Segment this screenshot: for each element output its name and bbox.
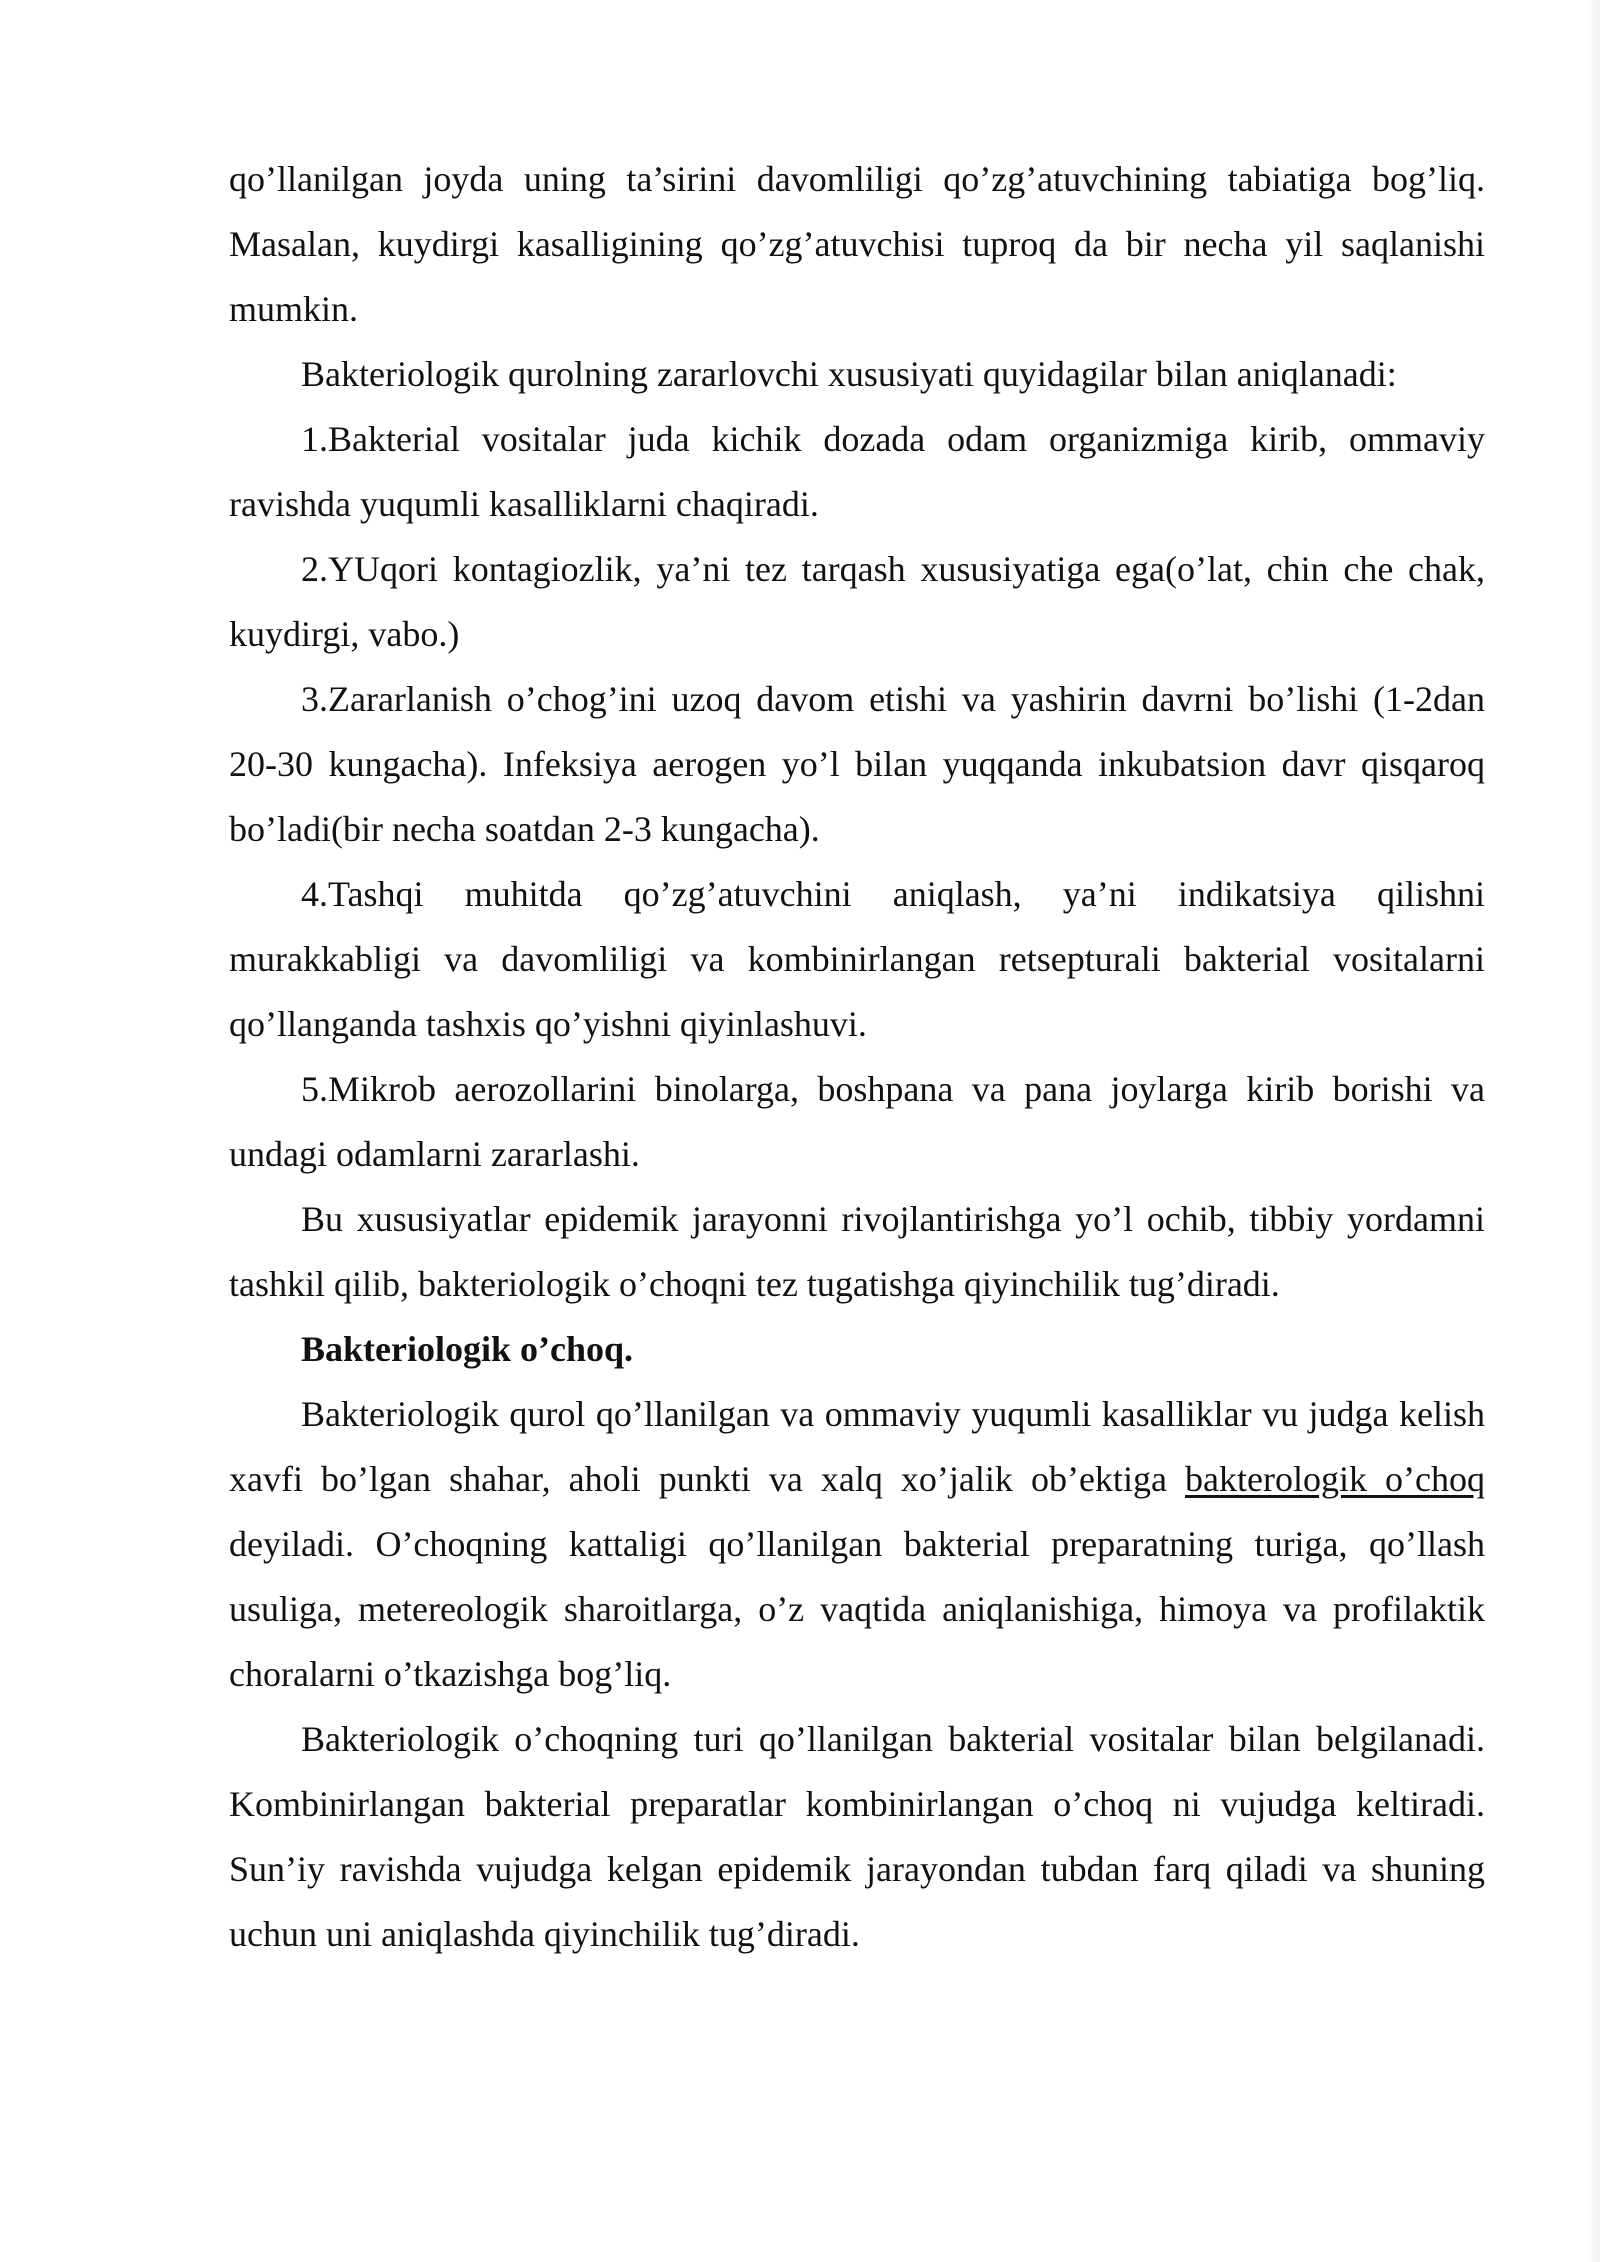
document-body	[229, 147, 1485, 1967]
underlined-term: bakterologik o’choq	[1185, 1459, 1485, 1499]
paragraph-intro: qo’llanilgan joyda uning ta’sirini davomliligi qo’zg’atuvchining tabiatiga bog’liq. Masalan, kuydirgi kasalligining qo’zg’atuvchisi tuproq da bir necha yil saqlanishi mumkin.	[229, 159, 1485, 329]
definition-text-after: deyiladi. O’choqning kattaligi qo’llanilgan bakterial preparatning turiga, qo’llash usuliga, metereologik sharoitlarga, o’z vaqtida aniqlanishiga, himoya va profilaktik choralarni o’tkazishga bog’liq.	[229, 1524, 1485, 1694]
list-item-5: 5.Mikrob aerozollarini binolarga, boshpana va pana joylarga kirib borishi va undagi odamlarni zararlashi.	[229, 1069, 1485, 1174]
page-edge-shadow	[1586, 0, 1600, 2262]
list-item-3: 3.Zararlanish o’chog’ini uzoq davom etishi va yashirin davrni bo’lishi (1-2dan 20-30 kungacha). Infeksiya aerogen yo’l bilan yuqqanda inkubatsion davr qisqaroq bo’ladi(bir necha soatdan 2-3 kungacha).	[229, 679, 1485, 849]
list-item-1: 1.Bakterial vositalar juda kichik dozada odam organizmiga kirib, ommaviy ravishda yuqumli kasalliklarni chaqiradi.	[229, 419, 1485, 524]
list-item-2: 2.YUqori kontagiozlik, ya’ni tez tarqash xususiyatiga ega(o’lat, chin che chak, kuydirgi, vabo.)	[229, 549, 1485, 654]
paragraph-properties-lead: Bakteriologik qurolning zararlovchi xususiyati quyidagilar bilan aniqlanadi:	[301, 354, 1397, 394]
definition-text-before: Bakteriologik qurol qo’llanilgan va ommaviy yuqumli kasalliklar vu judga kelish xavfi bo’lgan shahar, aholi punkti va xalq xo’jalik ob’ektiga	[229, 1394, 1485, 1499]
section-heading: Bakteriologik o’choq.	[301, 1329, 634, 1369]
list-item-4: 4.Tashqi muhitda qo’zg’atuvchini aniqlash, ya’ni indikatsiya qilishni murakkabligi va davomliligi va kombinirlangan retsepturali bakterial vositalarni qo’llanganda tashxis qo’yishni qiyinlashuvi.	[229, 874, 1485, 1044]
paragraph-consequences: Bu xususiyatlar epidemik jarayonni rivojlantirishga yo’l ochib, tibbiy yordamni tashkil qilib, bakteriologik o’choqni tez tugatishga qiyinchilik tug’diradi.	[229, 1199, 1485, 1304]
paragraph-types: Bakteriologik o’choqning turi qo’llanilgan bakterial vositalar bilan belgilanadi. Kombinirlangan bakterial preparatlar kombinirlangan o’choq ni vujudga keltiradi. Sun’iy ravishda vujudga kelgan epidemik jarayondan tubdan farq qiladi va shuning uchun uni aniqlashda qiyinchilik tug’diradi.	[229, 1719, 1485, 1954]
paragraph-definition	[229, 1382, 1485, 1707]
